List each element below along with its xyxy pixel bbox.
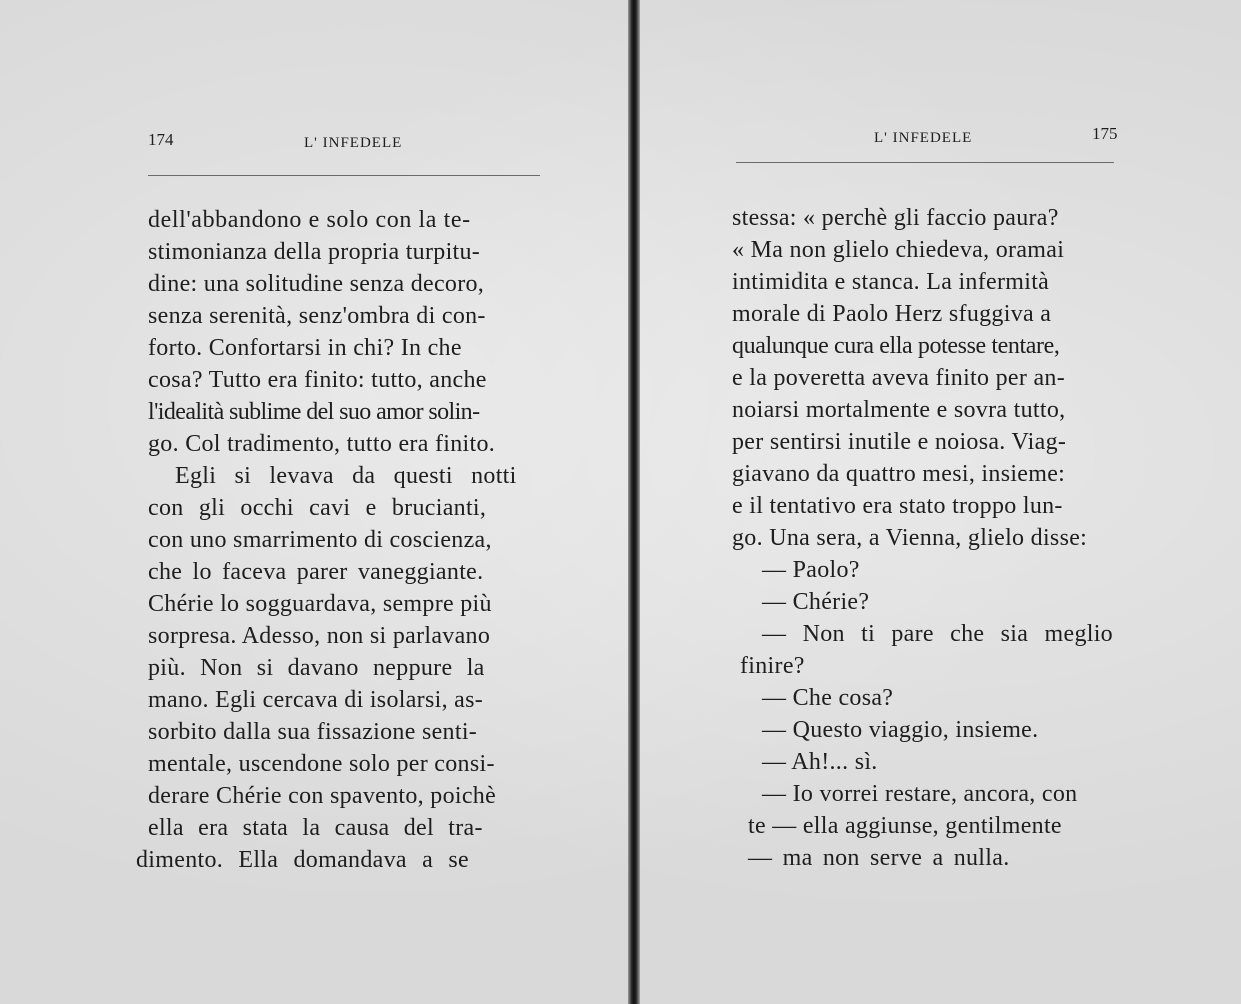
text-line: con gli occhi cavi e brucianti, bbox=[148, 495, 487, 521]
text-line: — Non ti pare che sia meglio bbox=[762, 621, 1113, 647]
running-head: L' INFEDELE bbox=[874, 130, 973, 146]
text-line: sorpresa. Adesso, non si parlavano bbox=[148, 623, 491, 649]
header-rule bbox=[736, 162, 1114, 163]
text-line: — Che cosa? bbox=[762, 685, 894, 711]
text-line: « Ma non glielo chiedeva, oramai bbox=[732, 237, 1065, 263]
text-line: morale di Paolo Herz sfuggiva a bbox=[732, 301, 1052, 327]
text-line: go. Una sera, a Vienna, glielo disse: bbox=[732, 525, 1088, 551]
text-line: finire? bbox=[740, 653, 805, 679]
text-line: l'idealità sublime del suo amor solin- bbox=[148, 399, 480, 425]
page-number: 174 bbox=[148, 130, 174, 149]
text-line: Egli si levava da questi notti bbox=[175, 463, 517, 489]
text-line: e il tentativo era stato troppo lun- bbox=[732, 493, 1063, 519]
running-head: L' INFEDELE bbox=[304, 135, 403, 151]
text-line: stessa: « perchè gli faccio paura? bbox=[732, 205, 1059, 231]
text-line: intimidita e stanca. La infermità bbox=[732, 269, 1050, 295]
text-line: più. Non si davano neppure la bbox=[148, 655, 485, 681]
text-line: derare Chérie con spavento, poichè bbox=[148, 783, 497, 809]
text-line: Chérie lo sogguardava, sempre più bbox=[148, 591, 492, 617]
text-line: stimonianza della propria turpitu- bbox=[148, 239, 481, 265]
text-line: — Chérie? bbox=[762, 589, 870, 615]
text-line: go. Col tradimento, tutto era finito. bbox=[148, 431, 496, 457]
text-line: con uno smarrimento di coscienza, bbox=[148, 527, 492, 553]
text-line: per sentirsi inutile e noiosa. Viag- bbox=[732, 429, 1067, 455]
text-line: giavano da quattro mesi, insieme: bbox=[732, 461, 1066, 487]
text-line: ella era stata la causa del tra- bbox=[148, 815, 483, 841]
text-line: forto. Confortarsi in chi? In che bbox=[148, 335, 462, 361]
text-line: — Io vorrei restare, ancora, con bbox=[762, 781, 1078, 807]
text-line: mano. Egli cercava di isolarsi, as- bbox=[148, 687, 484, 713]
page-number: 175 bbox=[1092, 124, 1118, 143]
text-line: — Paolo? bbox=[762, 557, 860, 583]
text-line: — ma non serve a nulla. bbox=[748, 845, 1010, 871]
text-line: mentale, uscendone solo per consi- bbox=[148, 751, 495, 777]
text-line: e la poveretta aveva finito per an- bbox=[732, 365, 1065, 391]
text-line: dell'abbandono e solo con la te- bbox=[148, 207, 471, 233]
text-line: noiarsi mortalmente e sovra tutto, bbox=[732, 397, 1066, 423]
text-line: qualunque cura ella potesse tentare, bbox=[732, 333, 1060, 359]
text-line: te — ella aggiunse, gentilmente bbox=[748, 813, 1062, 839]
text-line: che lo faceva parer vaneggiante. bbox=[148, 559, 484, 585]
text-line: dimento. Ella domandava a se bbox=[136, 847, 469, 873]
header-rule bbox=[148, 175, 540, 176]
text-line: — Questo viaggio, insieme. bbox=[762, 717, 1039, 743]
text-line: cosa? Tutto era finito: tutto, anche bbox=[148, 367, 487, 393]
text-line: sorbito dalla sua fissazione senti- bbox=[148, 719, 478, 745]
text-line: — Ah!... sì. bbox=[762, 749, 878, 775]
right-page bbox=[640, 0, 1241, 1004]
text-line: dine: una solitudine senza decoro, bbox=[148, 271, 485, 297]
book-gutter bbox=[628, 0, 640, 1004]
text-line: senza serenità, senz'ombra di con- bbox=[148, 303, 486, 329]
